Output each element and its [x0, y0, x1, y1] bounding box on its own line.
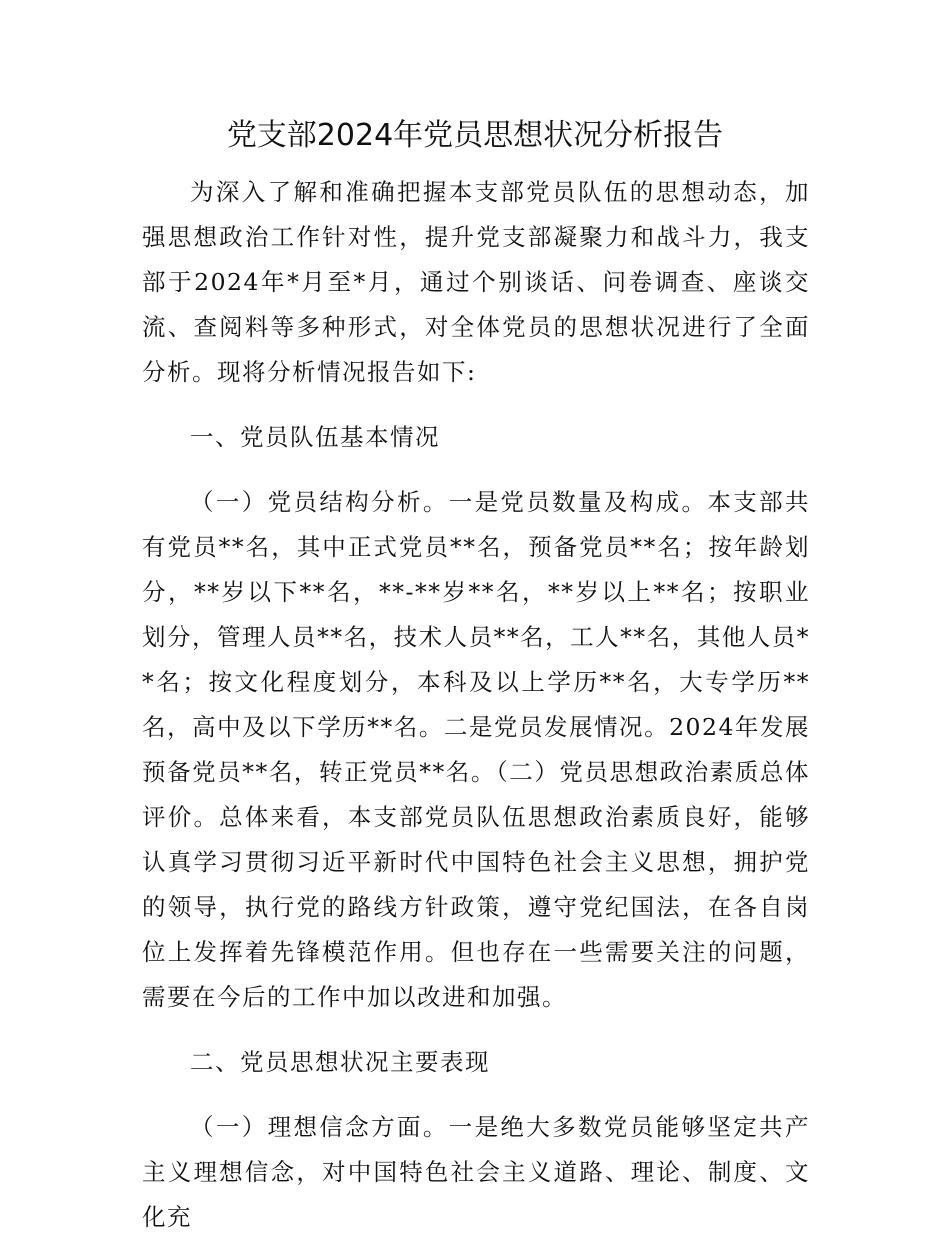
document-title: 党支部2024年党员思想状况分析报告	[226, 118, 724, 153]
section-2-paragraph: （一）理想信念方面。一是绝大多数党员能够坚定共产主义理想信念，对中国特色社会主义道路、理论、制度、文化充	[142, 1113, 810, 1231]
spacer	[142, 1020, 810, 1040]
spacer	[142, 395, 810, 415]
intro-paragraph: 为深入了解和准确把握本支部党员队伍的思想动态，加强思想政治工作针对性，提升党支部凝聚力和战斗力，我支部于2024年*月至*月，通过个别谈话、问卷调查、座谈交流、查阅料等多种形式，对全体党员的思想状况进行了全面分析。现将分析情况报告如下:	[142, 178, 810, 386]
section-1-paragraph: （一）党员结构分析。一是党员数量及构成。本支部共有党员**名，其中正式党员**名，预备党员**名；按年龄划分，**岁以下**名，**-**岁**名，**岁以上**名；按职业划分，管理人员**名，技术人员**名，工人**名，其他人员**名；按文化程度划分，本科及以上学历**名，大专学历**名，高中及以下学历**名。二是党员发展情况。2024年发展预备党员**名，转正党员**名。（二）党员思想政治素质总体评价。总体来看，本支部党员队伍思想政治素质良好，能够认真学习贯彻习近平新时代中国特色社会主义思想，拥护党的领导，执行党的路线方针政策，遵守党纪国法，在各自岗位上发挥着先锋模范作用。但也存在一些需要关注的问题，需要在今后的工作中加以改进和加强。	[142, 488, 810, 1011]
spacer	[142, 460, 810, 480]
document-body	[142, 170, 810, 1240]
section-1-heading: 一、党员队伍基本情况	[190, 423, 440, 451]
section-2-heading: 二、党员思想状况主要表现	[190, 1048, 490, 1076]
spacer	[142, 1085, 810, 1105]
